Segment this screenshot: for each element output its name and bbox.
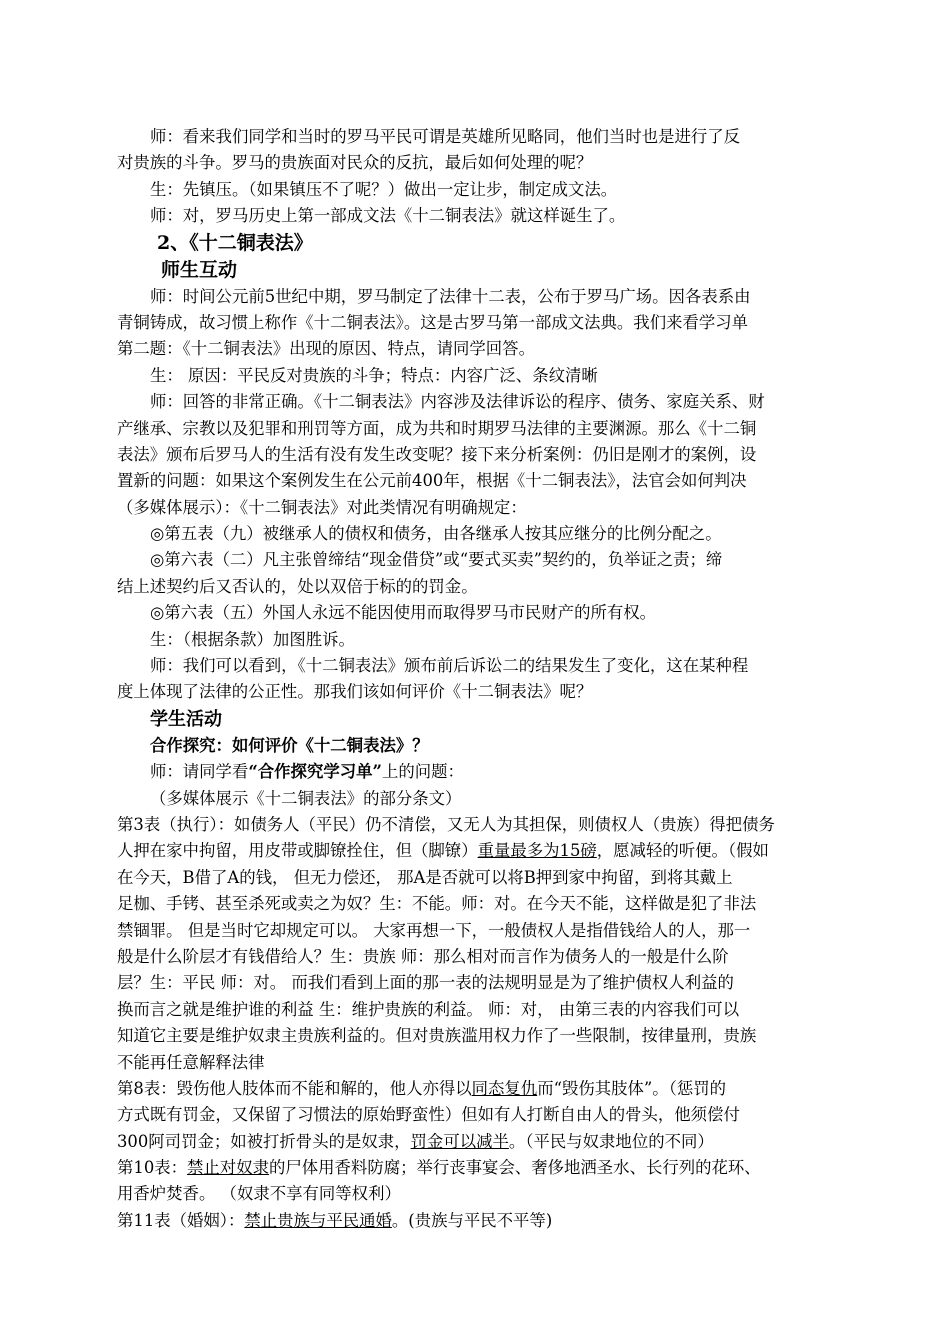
text-line: 置新的问题：如果这个案例发生在公元前400年，根据《十二铜表法》，法官会如何判决 <box>117 471 747 491</box>
table10-excerpt <box>117 1155 839 1208</box>
subsection-heading-interaction: 师生互动 <box>161 258 238 281</box>
paragraph-teacher-reply: 师：对，罗马历史上第一部成文法《十二铜表法》就这样诞生了。 <box>150 206 626 226</box>
text-segment: 的尸体用香料防腐；举行丧事宴会、奢侈地洒圣水、长行列的花环、 <box>268 1158 761 1178</box>
underlined-text: 禁止对奴隶 <box>187 1158 269 1178</box>
text-line: 第二题：《十二铜表法》出现的原因、特点，请同学回答。 <box>117 339 535 359</box>
clause-table6-5: ◎第六表（五）外国人永远不能因使用而取得罗马市民财产的所有权。 <box>150 603 657 623</box>
text-line: 换而言之就是维护谁的利益 生：维护贵族的利益。 师：对， 由第三表的内容我们可以 <box>117 999 740 1019</box>
paragraph-case-analysis <box>117 389 839 521</box>
paragraph-multimedia-note: （多媒体展示《十二铜表法》的部分条文） <box>150 788 462 808</box>
text-line: 度上体现了法律的公正性。那我们该如何评价《十二铜表法》呢？ <box>117 682 593 702</box>
table3-excerpt <box>117 812 839 1076</box>
text-line: 在今天，B借了A的钱， 但无力偿还， 那A是否就可以将B押到家中拘留，到将其戴上 <box>117 867 733 887</box>
paragraph-teacher-evaluate <box>117 653 839 706</box>
paragraph-student-answer: 生：先镇压。（如果镇压不了呢？）做出一定让步，制定成文法。 <box>150 179 618 199</box>
text-line: 方式既有罚金，又保留了习惯法的原始野蛮性）但如有人打断自由人的骨头，他须偿付 <box>117 1105 740 1125</box>
text-line <box>117 838 839 864</box>
text-line: ◎第六表（二）凡主张曾缔结“现金借贷”或“要式买卖”契约的，负举证之责；缔 <box>150 550 723 570</box>
table8-excerpt <box>117 1076 839 1155</box>
text-line: 结上述契约后又否认的，处以双倍于标的的罚金。 <box>117 576 478 596</box>
text-segment: 师：请同学看 <box>150 762 249 782</box>
text-line: 师：回答的非常正确。《十二铜表法》内容涉及法律诉讼的程序、债务、家庭关系、财 <box>150 392 765 412</box>
text-line <box>117 1076 839 1102</box>
text-line: 禁锢罪。 但是当时它却规定可以。 大家再想一下，一般债权人是指借钱给人的人，那一 <box>117 920 751 940</box>
document-body <box>117 124 839 1234</box>
text-line: 对贵族的斗争。罗马的贵族面对民众的反抗，最后如何处理的呢？ <box>117 153 593 173</box>
text-line: （多媒体展示）：《十二铜表法》对此类情况有明确规定： <box>117 497 527 517</box>
clause-table5-9: ◎第五表（九）被继承人的债权和债务，由各继承人按其应继分的比例分配之。 <box>150 524 722 544</box>
underlined-text: 同态复仇 <box>471 1078 538 1098</box>
text-segment: 人押在家中拘留，用皮带或脚镣拴住，但（脚镣） <box>117 841 478 861</box>
section-heading: 2、《十二铜表法》 <box>157 231 313 254</box>
underlined-text: 罚金可以减半 <box>410 1131 509 1151</box>
text-segment: 。（平民与奴隶地位的不同） <box>508 1131 714 1151</box>
text-segment: 300阿司罚金；如被打折骨头的是奴隶， <box>117 1131 411 1151</box>
text-segment: ，愿减轻的听便。（假如 <box>596 841 769 861</box>
text-line: 师：时间公元前5世纪中期，罗马制定了法律十二表，公布于罗马广场。因各表系由 <box>150 286 751 306</box>
table11-excerpt <box>117 1208 839 1234</box>
paragraph-teacher-instruction <box>117 759 839 785</box>
worksheet-title: “合作探究学习单” <box>248 762 382 782</box>
clause-table6-2 <box>117 547 839 600</box>
text-segment: 上的问题： <box>381 762 464 782</box>
text-segment: 第10表： <box>117 1158 188 1178</box>
text-line: 般是什么阶层才有钱借给人？生：贵族 师：那么相对而言作为债务人的一般是什么阶 <box>117 946 729 966</box>
text-line <box>117 1155 839 1181</box>
text-line: 产继承、宗教以及犯罪和刑罚等方面，成为共和时期罗马法律的主要渊源。那么《十二铜 <box>117 418 757 438</box>
text-line: 不能再任意解释法律 <box>117 1052 265 1072</box>
text-segment: 。(贵族与平民不平等) <box>391 1210 553 1230</box>
text-line: 第3表（执行）：如债务人（平民）仍不清偿，又无人为其担保，则债权人（贵族）得把债务 <box>117 814 775 834</box>
text-line: 师：看来我们同学和当时的罗马平民可谓是英雄所见略同，他们当时也是进行了反 <box>150 127 741 146</box>
paragraph-intro <box>117 284 839 363</box>
text-line: 师：我们可以看到，《十二铜表法》颁布前后诉讼二的结果发生了变化，这在某种程 <box>150 656 749 676</box>
underlined-text: 重量最多为15磅 <box>477 841 597 861</box>
text-segment: 而“毁伤其肢体”。（惩罚的 <box>537 1078 727 1098</box>
paragraph-teacher-question <box>117 124 839 177</box>
text-line <box>117 1129 839 1155</box>
text-line: 用香炉焚香。 （奴隶不享有同等权利） <box>117 1184 401 1204</box>
text-segment: 第8表：毁伤他人肢体而不能和解的，他人亦得以 <box>117 1078 472 1098</box>
paragraph-student-reasons: 生： 原因：平民反对贵族的斗争；特点：内容广泛、条纹清晰 <box>150 365 598 385</box>
text-segment: 第11表（婚姻）： <box>117 1210 245 1230</box>
text-line: 青铜铸成，故习惯上称作《十二铜表法》。这是古罗马第一部成文法典。我们来看学习单 <box>117 312 749 332</box>
text-line: 表法》颁布后罗马人的生活有没有发生改变呢？接下来分析案例：仍旧是刚才的案例，设 <box>117 444 757 464</box>
text-line: 知道它主要是维护奴隶主贵族利益的。但对贵族滥用权力作了一些限制，按律量刑，贵族 <box>117 1026 757 1046</box>
text-line: 层？生：平民 师：对。 而我们看到上面的那一表的法规明显是为了维护债权人利益的 <box>117 973 734 993</box>
coop-inquiry-heading: 合作探究：如何评价《十二铜表法》？ <box>150 735 429 755</box>
subsection-heading-student-activity: 学生活动 <box>150 708 222 730</box>
underlined-text: 禁止贵族与平民通婚 <box>244 1210 392 1230</box>
text-line: 足枷、手铐、甚至杀死或卖之为奴？生：不能。师：对。在今天不能，这样做是犯了非法 <box>117 894 757 914</box>
paragraph-student-verdict: 生：（根据条款）加图胜诉。 <box>150 629 355 649</box>
